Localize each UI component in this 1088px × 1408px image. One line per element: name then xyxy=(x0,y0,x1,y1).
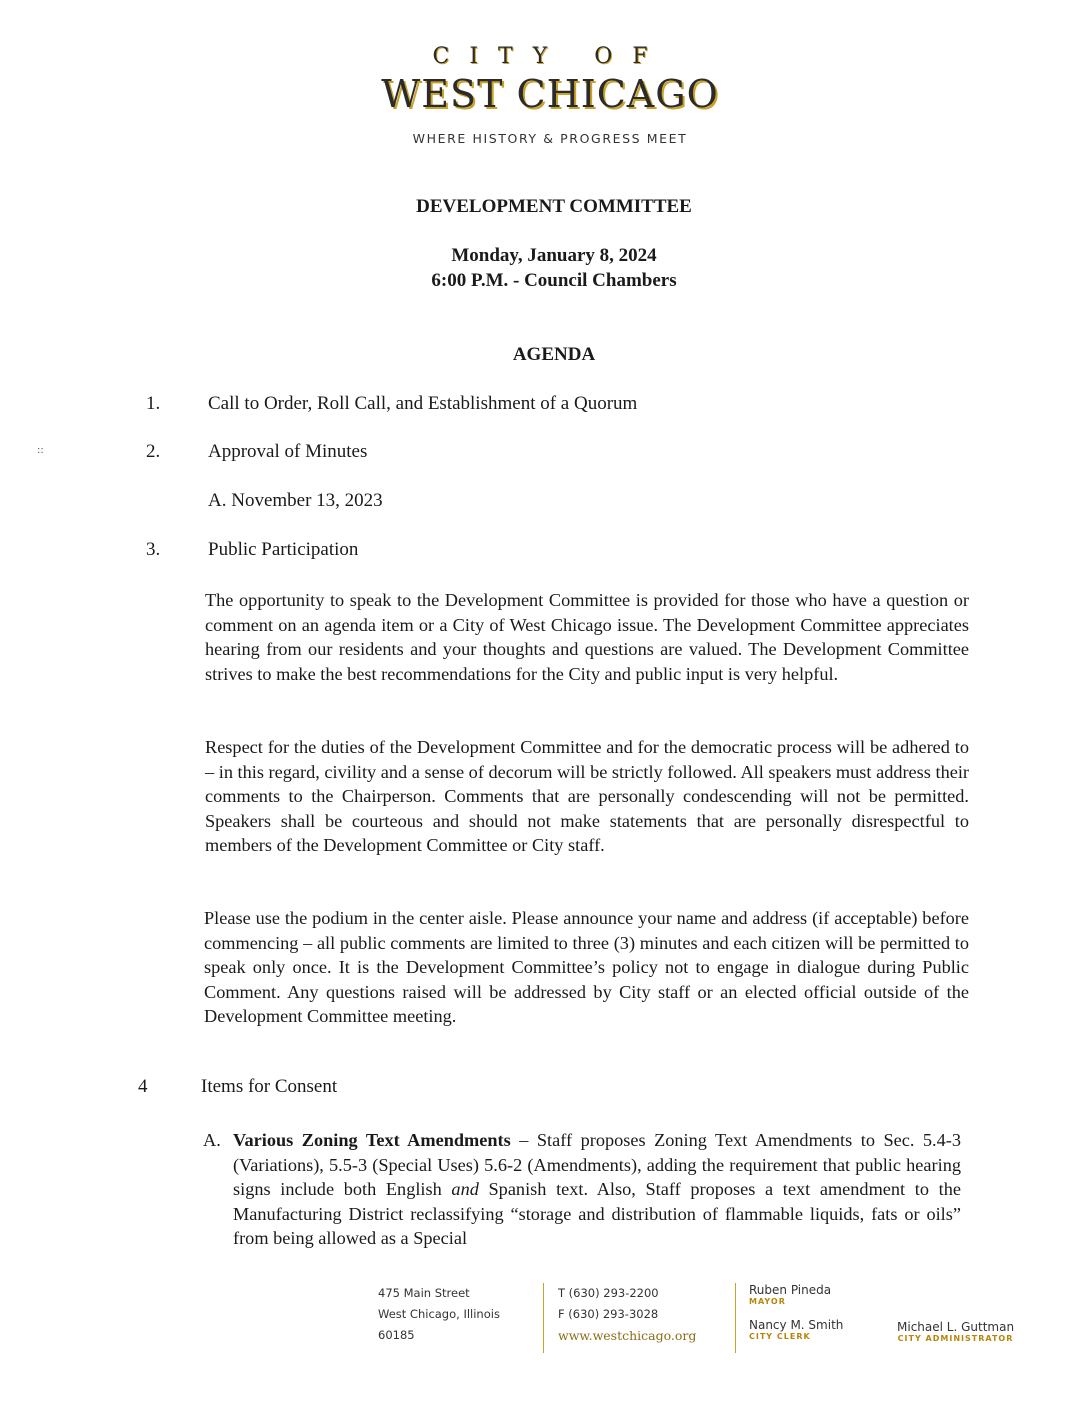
item-4-sub-a-text-2: Spanish text. Also, Staff proposes a text amendment to the Manufacturing District reclassifying “storage and distribution of flammable liquids, fats or oils” from being allowed as a Special xyxy=(233,1179,962,1248)
footer-fax: F (630) 293-3028 xyxy=(558,1307,659,1321)
footer-address xyxy=(378,1283,500,1346)
public-participation-paragraph-3: Please use the podium in the center aisle. Please announce your name and address (if acceptable) before commencing – all public comments are limited to three (3) minutes and each citizen will be permitted to speak only once. It is the Development Committee’s policy not to engage in dialogue during Public Comment. Any questions raised will be addressed by City staff or an elected official outside of the Development Committee meeting. xyxy=(204,908,969,1026)
item-4-sub-a xyxy=(233,1128,961,1251)
footer-address-line-3: 60185 xyxy=(378,1328,415,1342)
committee-title: DEVELOPMENT COMMITTEE xyxy=(416,196,692,217)
letterhead-city-of: CITY OF xyxy=(432,44,668,69)
footer-address-line-2: West Chicago, Illinois xyxy=(378,1307,500,1321)
footer-mayor-title: MAYOR xyxy=(749,1297,786,1306)
item-2-number: 2. xyxy=(146,441,161,462)
letterhead-tagline: WHERE HISTORY & PROGRESS MEET xyxy=(412,131,688,146)
public-participation-paragraph-1: The opportunity to speak to the Development Committee is provided for those who have a question or comment on an agenda item or a City of West Chicago issue. The Development Committee appreciates hearing from our residents and your thoughts and questions are valued. The Development Committee strives to make the best recommendations for the City and public input is very helpful. xyxy=(205,590,969,684)
item-3-number: 3. xyxy=(146,539,161,560)
agenda-heading: AGENDA xyxy=(512,344,596,365)
item-4-sub-a-italic: and xyxy=(451,1179,479,1199)
public-participation-paragraph-2: Respect for the duties of the Development Committee and for the democratic process will be adhered to – in this regard, civility and a sense of decorum will be strictly followed. All speakers must address their comments to the Chairperson. Comments that are personally condescending will not be permitted. Speakers shall be courteous and should not make statements that are personally disrespectful to members of the Development Committee or City staff. xyxy=(205,737,969,855)
footer-admin-name: Michael L. Guttman xyxy=(897,1320,1015,1334)
footer-divider-2 xyxy=(735,1283,736,1353)
footer-officials xyxy=(749,1283,843,1341)
item-2-sub-a: A. November 13, 2023 xyxy=(208,490,383,511)
item-2-label: Approval of Minutes xyxy=(208,441,368,462)
footer-address-line-1: 475 Main Street xyxy=(378,1286,470,1300)
margin-speck: :: xyxy=(37,445,44,456)
item-1-label: Call to Order, Roll Call, and Establishment of a Quorum xyxy=(208,393,638,414)
footer-contact xyxy=(558,1283,696,1346)
item-4-number: 4 xyxy=(138,1076,148,1097)
footer-divider-1 xyxy=(543,1283,544,1353)
footer-mayor-name: Ruben Pineda xyxy=(749,1283,832,1297)
footer-phone: T (630) 293-2200 xyxy=(558,1286,659,1300)
item-3-label: Public Participation xyxy=(208,539,359,560)
item-1-number: 1. xyxy=(146,393,161,414)
footer-clerk-name: Nancy M. Smith xyxy=(749,1318,844,1332)
letterhead-city-name: WEST CHICAGO xyxy=(381,72,719,116)
item-4-label: Items for Consent xyxy=(201,1076,338,1097)
footer-admin-title: CITY ADMINISTRATOR xyxy=(897,1334,1014,1343)
footer-clerk-title: CITY CLERK xyxy=(749,1332,811,1341)
item-4-sub-a-title: Various Zoning Text Amendments xyxy=(233,1130,511,1150)
item-4-sub-a-text-1: – Staff proposes Zoning Text Amendments to Sec. 5.4-3 (Variations), 5.5-3 (Special Uses) 5.6-2 (Amendments), adding the requirement that public hearing signs include both English xyxy=(233,1130,961,1199)
footer-administrator xyxy=(897,1320,1014,1343)
meeting-date: Monday, January 8, 2024 xyxy=(451,245,657,266)
item-4-sub-a-letter: A. xyxy=(203,1130,221,1150)
footer-website-link[interactable]: www.westchicago.org xyxy=(558,1328,697,1343)
meeting-time-place: 6:00 P.M. - Council Chambers xyxy=(431,270,677,291)
